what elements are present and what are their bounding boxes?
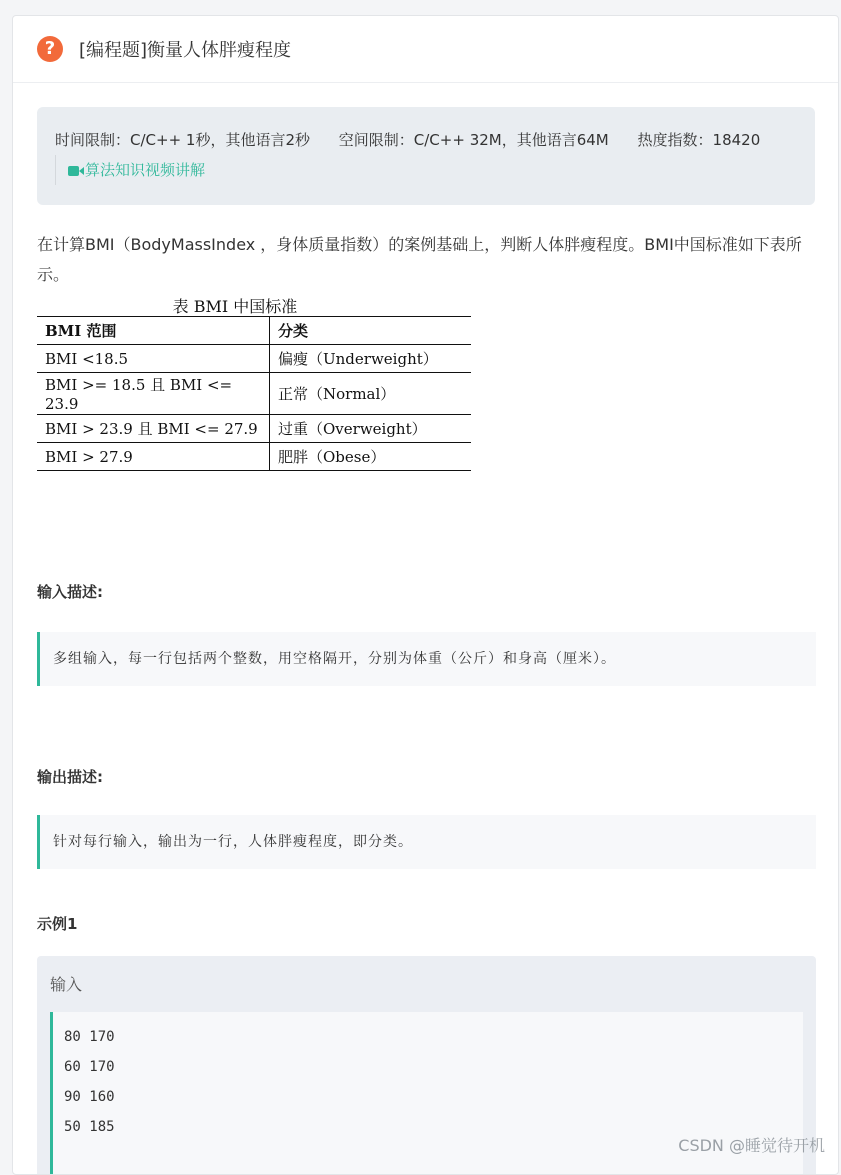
output-description-text: 针对每行输入，输出为一行，人体胖瘦程度，即分类。 bbox=[37, 815, 816, 869]
csdn-watermark: CSDN @睡觉待开机 bbox=[678, 1136, 825, 1155]
table-cell: 偏瘦（Underweight） bbox=[270, 345, 472, 373]
heat-index: 热度指数：18420 bbox=[637, 131, 761, 149]
code-line: 90 160 bbox=[64, 1089, 115, 1105]
input-description-text: 多组输入，每一行包括两个整数，用空格隔开，分别为体重（公斤）和身高（厘米）。 bbox=[37, 632, 816, 686]
problem-header bbox=[13, 16, 838, 83]
table-header-cell: BMI 范围 bbox=[37, 317, 270, 345]
output-description-label: 输出描述: bbox=[37, 768, 103, 786]
table-cell: BMI > 27.9 bbox=[37, 443, 270, 471]
table-cell: 肥胖（Obese） bbox=[270, 443, 472, 471]
problem-card bbox=[12, 15, 839, 1175]
table-row bbox=[37, 415, 471, 443]
table-cell: BMI <18.5 bbox=[37, 345, 270, 373]
table-cell: 正常（Normal） bbox=[270, 373, 472, 415]
time-limit: 时间限制：C/C++ 1秒，其他语言2秒 bbox=[55, 131, 310, 149]
example-title: 示例1 bbox=[37, 915, 78, 933]
question-icon: ? bbox=[37, 36, 63, 62]
video-camera-icon bbox=[68, 157, 84, 187]
video-link-label: 算法知识视频讲解 bbox=[85, 161, 206, 179]
problem-description: 在计算BMI（BodyMassIndex ，身体质量指数）的案例基础上，判断人体胖瘦程度。BMI中国标准如下表所示。 bbox=[37, 235, 802, 284]
table-row bbox=[37, 345, 471, 373]
table-cell: BMI > 23.9 且 BMI <= 27.9 bbox=[37, 415, 270, 443]
space-limit: 空间限制：C/C++ 32M，其他语言64M bbox=[338, 131, 609, 149]
table-cell: BMI >= 18.5 且 BMI <= 23.9 bbox=[37, 373, 270, 415]
table-cell: 过重（Overweight） bbox=[270, 415, 472, 443]
table-row bbox=[37, 443, 471, 471]
bmi-standard-table bbox=[37, 294, 473, 471]
table-header-cell: 分类 bbox=[278, 322, 309, 340]
table-caption: 表 BMI 中国标准 bbox=[172, 297, 298, 316]
video-explanation-link[interactable] bbox=[55, 155, 205, 185]
table-row bbox=[37, 373, 471, 415]
example-input-label: 输入 bbox=[50, 975, 83, 994]
limits-panel bbox=[37, 107, 815, 205]
table-header-row bbox=[37, 317, 471, 345]
limits-row bbox=[55, 129, 784, 150]
code-line: 60 170 bbox=[64, 1059, 115, 1075]
code-line: 80 170 bbox=[64, 1029, 115, 1045]
code-line: 50 185 bbox=[64, 1119, 115, 1135]
problem-title: [编程题]衡量人体胖瘦程度 bbox=[79, 40, 292, 61]
input-description-label: 输入描述: bbox=[37, 583, 103, 601]
